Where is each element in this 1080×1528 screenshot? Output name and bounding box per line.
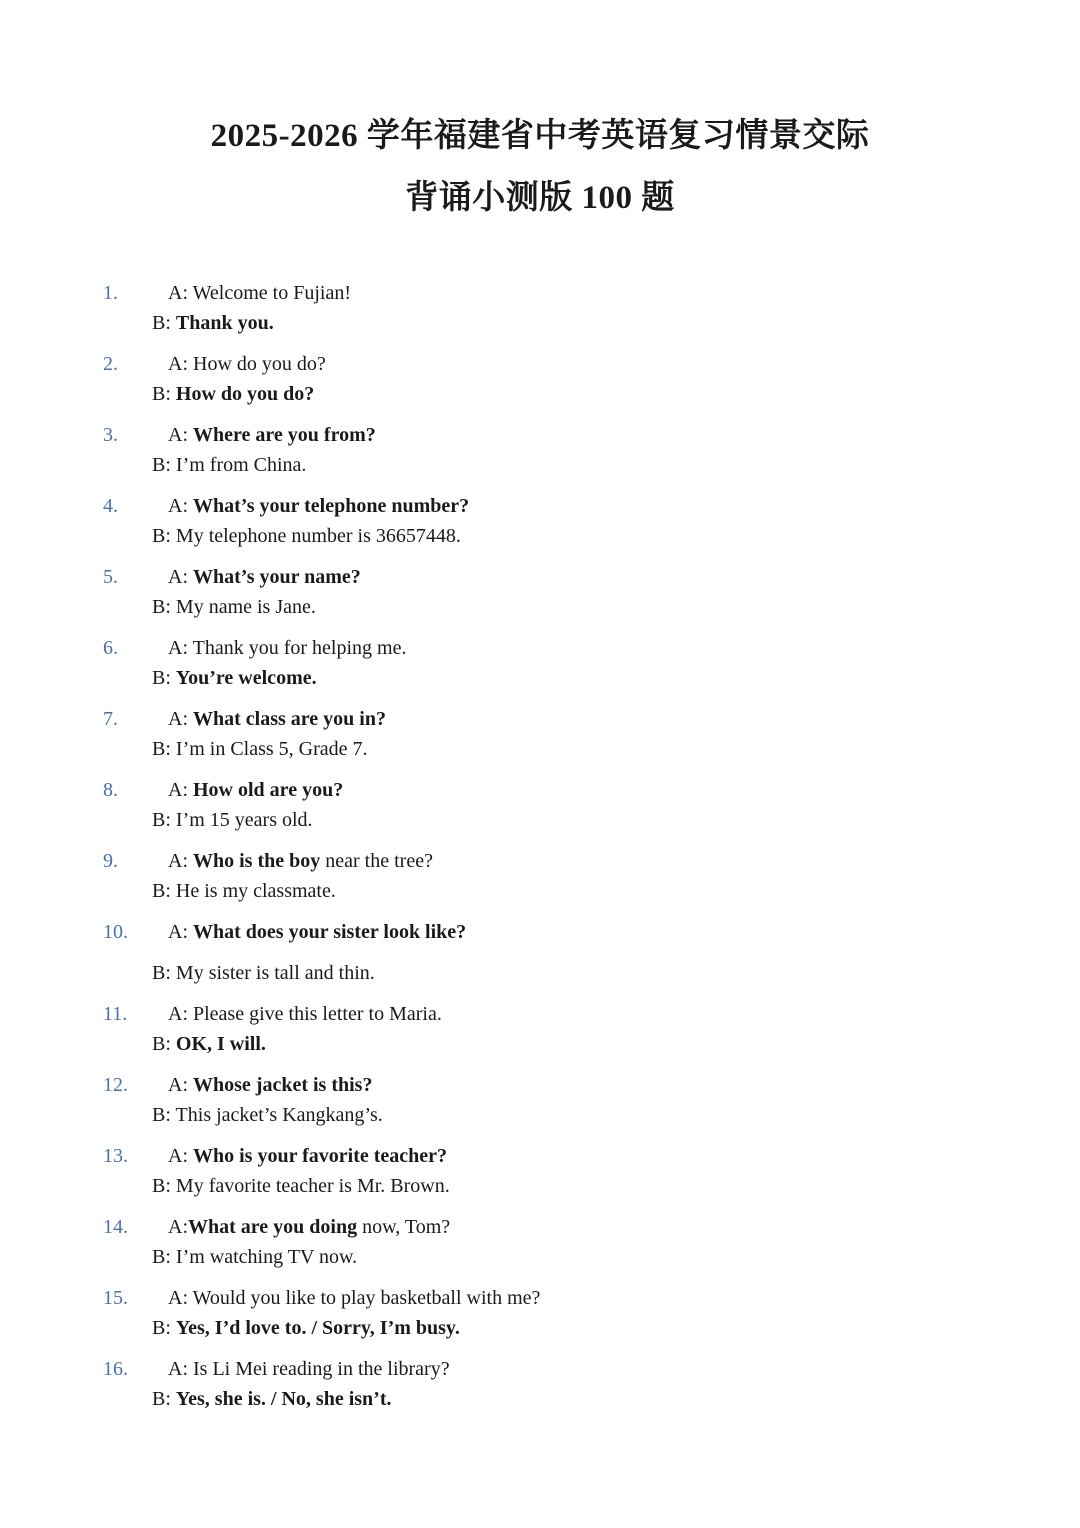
item-number: 15.	[103, 1287, 128, 1309]
item-number: 16.	[103, 1358, 128, 1380]
speaker-b-line	[152, 592, 316, 622]
speaker-b-line	[152, 805, 313, 835]
item-number: 5.	[103, 566, 118, 588]
dialogue-item	[0, 1070, 1080, 1141]
speaker-label: B:	[152, 1175, 176, 1197]
speaker-a-line	[168, 1212, 450, 1242]
speaker-label: A:	[168, 708, 193, 730]
dialogue-item	[0, 278, 1080, 349]
plain-text: near the tree?	[320, 850, 433, 872]
item-number: 14.	[103, 1216, 128, 1238]
dialogue-item	[0, 562, 1080, 633]
speaker-a-line	[168, 775, 343, 805]
dialogue-item	[0, 491, 1080, 562]
speaker-a-line	[168, 491, 469, 521]
plain-text: How do you do?	[193, 353, 326, 375]
item-number: 13.	[103, 1145, 128, 1167]
bold-text: OK, I will.	[175, 1033, 266, 1055]
speaker-label: B:	[152, 667, 176, 689]
speaker-label: A:	[168, 495, 193, 517]
plain-text: Is Li Mei reading in the library?	[193, 1358, 450, 1380]
plain-text: now, Tom?	[357, 1216, 451, 1238]
speaker-a-line	[168, 917, 466, 947]
dialogue-item	[0, 917, 1080, 999]
speaker-label: B:	[152, 962, 176, 984]
item-number: 7.	[103, 708, 118, 730]
speaker-a-line	[168, 562, 361, 592]
speaker-b-line	[152, 1384, 391, 1414]
dialogue-item	[0, 1283, 1080, 1354]
speaker-label: B:	[152, 1246, 176, 1268]
speaker-b-line	[152, 958, 375, 988]
item-number: 12.	[103, 1074, 128, 1096]
speaker-label: B:	[152, 1317, 176, 1339]
speaker-label: A:	[168, 353, 193, 375]
item-number: 2.	[103, 353, 118, 375]
bold-text: You’re welcome.	[175, 667, 317, 689]
speaker-b-line	[152, 734, 368, 764]
dialogue-item	[0, 999, 1080, 1070]
bold-text: Who is the boy	[193, 850, 321, 872]
speaker-label: B:	[152, 1033, 176, 1055]
bold-text: How do you do?	[175, 383, 315, 405]
bold-text: What’s your name?	[193, 566, 361, 588]
speaker-label: B:	[152, 596, 176, 618]
dialogue-item	[0, 420, 1080, 491]
speaker-label: A:	[168, 850, 193, 872]
plain-text: Thank you for helping me.	[192, 637, 407, 659]
speaker-label: A:	[168, 1074, 193, 1096]
speaker-label: B:	[152, 383, 176, 405]
plain-text: Please give this letter to Maria.	[193, 1003, 442, 1025]
speaker-label: B:	[152, 1388, 176, 1410]
plain-text: My name is Jane.	[175, 596, 316, 618]
speaker-b-line	[152, 663, 317, 693]
plain-text: I’m in Class 5, Grade 7.	[175, 738, 368, 760]
speaker-label: A:	[168, 1145, 193, 1167]
dialogue-item	[0, 1141, 1080, 1212]
item-number: 1.	[103, 282, 118, 304]
speaker-b-line	[152, 450, 306, 480]
speaker-label: B:	[152, 1104, 176, 1126]
item-number: 9.	[103, 850, 118, 872]
speaker-a-line	[168, 999, 442, 1029]
speaker-label: A:	[168, 1216, 188, 1238]
speaker-label: B:	[152, 738, 176, 760]
bold-text: How old are you?	[193, 779, 344, 801]
speaker-b-line	[152, 308, 274, 338]
bold-text: What’s your telephone number?	[193, 495, 470, 517]
speaker-label: A:	[168, 566, 193, 588]
plain-text: My telephone number is 36657448.	[175, 525, 461, 547]
speaker-label: A:	[168, 779, 193, 801]
speaker-label: A:	[168, 282, 193, 304]
plain-text: My sister is tall and thin.	[175, 962, 375, 984]
speaker-b-line	[152, 1100, 383, 1130]
plain-text: I’m from China.	[175, 454, 307, 476]
bold-text: Whose jacket is this?	[193, 1074, 373, 1096]
speaker-b-line	[152, 521, 461, 551]
speaker-a-line	[168, 1141, 447, 1171]
bold-text: What does your sister look like?	[193, 921, 467, 943]
speaker-label: B:	[152, 312, 176, 334]
speaker-a-line	[168, 846, 433, 876]
speaker-a-line	[168, 704, 386, 734]
speaker-b-line	[152, 379, 314, 409]
speaker-label: A:	[168, 637, 193, 659]
dialogue-item	[0, 349, 1080, 420]
speaker-label: B:	[152, 454, 176, 476]
speaker-a-line	[168, 633, 406, 663]
item-number: 8.	[103, 779, 118, 801]
dialogue-item	[0, 846, 1080, 917]
bold-text: Who is your favorite teacher?	[193, 1145, 448, 1167]
dialogue-item	[0, 1212, 1080, 1283]
page-title: 2025-2026 学年福建省中考英语复习情景交际	[210, 118, 870, 154]
speaker-label: A:	[168, 921, 193, 943]
item-number: 3.	[103, 424, 118, 446]
plain-text: Welcome to Fujian!	[192, 282, 351, 304]
plain-text: I’m 15 years old.	[175, 809, 313, 831]
speaker-b-line	[152, 1029, 266, 1059]
item-number: 4.	[103, 495, 118, 517]
speaker-a-line	[168, 420, 376, 450]
speaker-label: B:	[152, 525, 176, 547]
dialogue-list	[0, 278, 1080, 1425]
speaker-a-line	[168, 349, 326, 379]
speaker-b-line	[152, 1171, 450, 1201]
speaker-label: B:	[152, 809, 176, 831]
bold-text: What are you doing	[188, 1216, 358, 1238]
speaker-b-line	[152, 1313, 460, 1343]
bold-text: Where are you from?	[193, 424, 376, 446]
plain-text: My favorite teacher is Mr. Brown.	[175, 1175, 450, 1197]
item-number: 6.	[103, 637, 118, 659]
dialogue-item	[0, 1354, 1080, 1425]
dialogue-item	[0, 633, 1080, 704]
speaker-a-line	[168, 1354, 450, 1384]
speaker-label: A:	[168, 1003, 193, 1025]
bold-text: Thank you.	[175, 312, 274, 334]
speaker-a-line	[168, 1283, 540, 1313]
item-number: 10.	[103, 921, 128, 943]
speaker-label: A:	[168, 1287, 193, 1309]
bold-text: Yes, she is. / No, she isn’t.	[175, 1388, 392, 1410]
plain-text: I’m watching TV now.	[175, 1246, 358, 1268]
speaker-b-line	[152, 876, 336, 906]
plain-text: Would you like to play basketball with me?	[192, 1287, 541, 1309]
item-number: 11.	[103, 1003, 128, 1025]
page-subtitle: 背诵小测版 100 题	[405, 180, 675, 216]
plain-text: This jacket’s Kangkang’s.	[175, 1104, 383, 1126]
speaker-label: B:	[152, 880, 176, 902]
speaker-label: A:	[168, 1358, 193, 1380]
bold-text: What class are you in?	[193, 708, 386, 730]
speaker-a-line	[168, 278, 351, 308]
bold-text: Yes, I’d love to. / Sorry, I’m busy.	[175, 1317, 460, 1339]
speaker-b-line	[152, 1242, 357, 1272]
speaker-a-line	[168, 1070, 372, 1100]
dialogue-item	[0, 775, 1080, 846]
dialogue-item	[0, 704, 1080, 775]
speaker-label: A:	[168, 424, 193, 446]
plain-text: He is my classmate.	[175, 880, 336, 902]
